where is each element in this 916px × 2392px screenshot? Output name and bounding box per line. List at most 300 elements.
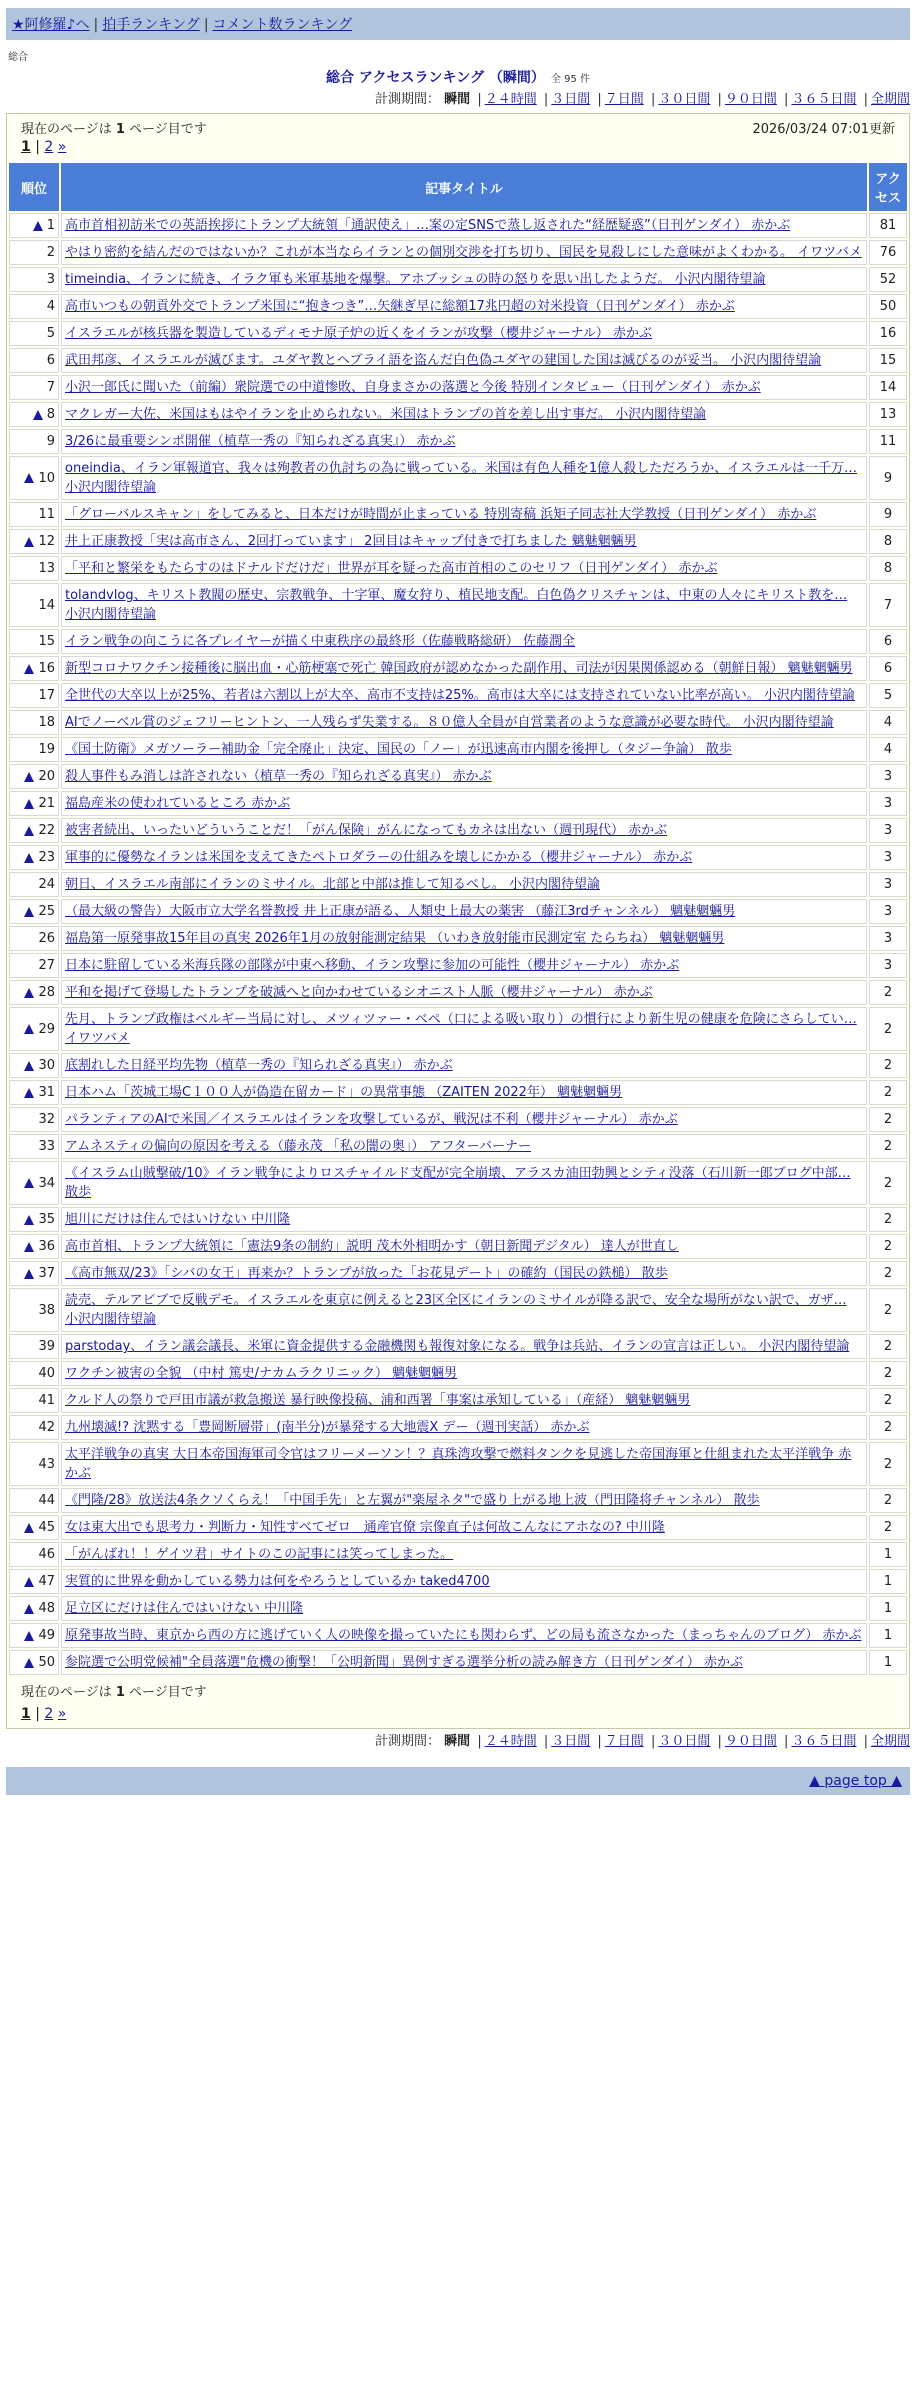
article-link[interactable]: timeindia、イランに続き、イラク軍も米軍基地を爆撃。アホブッシュの時の怒りを思い出したようだ。 小沢内閣待望論	[65, 272, 766, 287]
pager-next[interactable]: »	[57, 139, 67, 155]
period-365d[interactable]: ３６５日間	[791, 1734, 857, 1749]
table-row	[9, 267, 907, 292]
table-row	[9, 683, 907, 708]
access-count: 4	[869, 710, 907, 735]
rank-number: 4	[46, 299, 55, 314]
pager-page-2[interactable]: 2	[44, 1706, 54, 1722]
article-link[interactable]: 女は東大出でも思考力・判断力・知性すべてゼロ＿通産官僚 宗像直子は何故こんなにアホなの? 中川隆	[65, 1520, 665, 1535]
title-cell	[61, 1388, 867, 1413]
access-count: 2	[869, 1107, 907, 1132]
article-link[interactable]: 井上正康教授「実は高市さん、2回打っています」 2回目はキャップ付きで打ちました 魑魅魍魎男	[65, 534, 637, 549]
table-row	[9, 926, 907, 951]
rank-cell	[9, 1515, 59, 1540]
title-cell	[61, 348, 867, 373]
header-access: アクセス	[869, 163, 907, 211]
article-link[interactable]: 「グローバルスキャン」をしてみると、日本だけが時間が止まっている 特別寄稿 浜矩子同志社大学教授（日刊ゲンダイ） 赤かぶ	[65, 507, 817, 522]
rank-number: 34	[38, 1175, 55, 1191]
rank-cell	[9, 1288, 59, 1332]
rank-number: 41	[38, 1393, 55, 1408]
access-count: 5	[869, 683, 907, 708]
rank-cell	[9, 899, 59, 924]
title-cell	[61, 1596, 867, 1621]
article-link[interactable]: 全世代の大卒以上が25%、若者は六割以上が大卒、高市不支持は25%。高市は大卒には支持されていない比率が高い。 小沢内閣待望論	[65, 688, 855, 703]
table-row	[9, 375, 907, 400]
article-link[interactable]: 先月、トランプ政権はベルギー当局に対し、メツィツァー・ベペ（口による吸い取り）の慣行により新生児の健康を危険にさらしてい… イワツバメ	[65, 1012, 857, 1046]
rank-number: 48	[38, 1601, 55, 1616]
up-arrow-icon	[24, 664, 34, 674]
article-link[interactable]: （最大級の警告）大阪市立大学名誉教授 井上正康が語る、人類史上最大の薬害 （藤江3rdチャンネル） 魑魅魍魎男	[65, 904, 736, 919]
title-cell	[61, 529, 867, 554]
title-cell	[61, 456, 867, 500]
table-row	[9, 764, 907, 789]
comment-ranking-link[interactable]: コメント数ランキング	[212, 17, 353, 33]
table-row	[9, 429, 907, 454]
rank-number: 12	[38, 534, 55, 549]
table-row	[9, 502, 907, 527]
title-cell	[61, 899, 867, 924]
up-arrow-icon	[24, 907, 34, 917]
title-cell	[61, 1542, 867, 1567]
rank-cell	[9, 980, 59, 1005]
article-link[interactable]: イラン戦争の向こうに各プレイヤーが描く中東秩序の最終形（佐藤戦略総研） 佐藤潤全	[65, 634, 575, 649]
rank-number: 36	[38, 1239, 55, 1254]
title-cell	[61, 1261, 867, 1286]
rank-cell	[9, 953, 59, 978]
title-cell	[61, 1442, 867, 1486]
page-top-link[interactable]: ▲ page top ▲	[809, 1773, 902, 1789]
access-count: 3	[869, 953, 907, 978]
period-90d[interactable]: ９０日間	[724, 1734, 777, 1749]
rank-cell	[9, 683, 59, 708]
title-cell	[61, 1569, 867, 1594]
rank-cell	[9, 429, 59, 454]
rank-number: 45	[38, 1520, 55, 1535]
rank-number: 20	[38, 769, 55, 784]
period-selector-bottom: 計測期間： 瞬間 | ２４時間 | ３日間 | ７日間 | ３０日間 | ９０日間 | ３６５日間 | 全期間	[375, 1734, 910, 1749]
up-arrow-icon	[24, 1178, 34, 1188]
access-count: 3	[869, 926, 907, 951]
access-count: 3	[869, 845, 907, 870]
article-link[interactable]: tolandvlog、キリスト教閥の歴史、宗教戦争、十字軍、魔女狩り、植民地支配。白色偽クリスチャンは、中東の人々にキリスト教を… 小沢内閣待望論	[65, 588, 848, 622]
article-link[interactable]: 高市いつもの朝貢外交でトランプ米国に“抱きつき”…矢継ぎ早に総額17兆円超の対米投資（日刊ゲンダイ） 赤かぶ	[65, 299, 735, 314]
access-count: 9	[869, 502, 907, 527]
category-label: 総合	[8, 52, 28, 63]
rank-number: 11	[38, 507, 55, 522]
title-cell	[61, 953, 867, 978]
period-label: 計測期間：	[375, 92, 441, 107]
access-count: 13	[869, 402, 907, 427]
up-arrow-icon	[24, 1658, 34, 1668]
table-row	[9, 1234, 907, 1259]
table-row	[9, 1261, 907, 1286]
title-cell	[61, 1288, 867, 1332]
rank-cell	[9, 1569, 59, 1594]
table-row	[9, 1596, 907, 1621]
title-cell	[61, 1334, 867, 1359]
up-arrow-icon	[24, 473, 34, 483]
article-link[interactable]: 小沢一郎氏に聞いた（前編）衆院選での中道惨敗、自身まさかの落選と今後 特別インタビュー（日刊ゲンダイ） 赤かぶ	[65, 380, 761, 395]
article-link[interactable]: 読売、テルアビブで反戦デモ。イスラエルを東京に例えると23区全区にイランのミサイルが降る訳で、安全な場所がない訳で、ガザ… 小沢内閣待望論	[65, 1293, 847, 1327]
access-count: 8	[869, 529, 907, 554]
rank-number: 28	[38, 985, 55, 1000]
rank-cell	[9, 1234, 59, 1259]
article-link[interactable]: 平和を掲げて登場したトランプを破滅へと向かわせているシオニスト人脈（櫻井ジャーナル） 赤かぶ	[65, 985, 653, 1000]
title-cell	[61, 710, 867, 735]
rank-cell	[9, 629, 59, 654]
title-cell	[61, 1650, 867, 1675]
article-link[interactable]: パランティアのAIで米国／イスラエルはイランを攻撃しているが、戦況は不利（櫻井ジャーナル） 赤かぶ	[65, 1112, 678, 1127]
rank-number: 33	[38, 1139, 55, 1154]
period-current: 瞬間	[444, 1734, 471, 1749]
access-count: 2	[869, 1207, 907, 1232]
table-row	[9, 1288, 907, 1332]
article-link[interactable]: 《国土防衛》メガソーラー補助金「完全廃止」決定、国民の「ノー」が迅速高市内閣を後押し（タジー争論） 散歩	[65, 742, 732, 757]
up-arrow-icon	[24, 1269, 34, 1279]
rank-cell	[9, 1161, 59, 1205]
title-cell	[61, 1080, 867, 1105]
period-30d[interactable]: ３０日間	[658, 92, 711, 107]
access-count: 81	[869, 213, 907, 238]
article-link[interactable]: 「がんばれ！！ゲイツ君」サイトのこの記事には笑ってしまった。	[65, 1547, 454, 1562]
table-row	[9, 1107, 907, 1132]
title-cell	[61, 1161, 867, 1205]
up-arrow-icon	[24, 1215, 34, 1225]
page-top-bar	[6, 1767, 910, 1795]
table-row	[9, 899, 907, 924]
title-cell	[61, 1134, 867, 1159]
access-count: 2	[869, 1334, 907, 1359]
access-count: 2	[869, 1007, 907, 1051]
article-link[interactable]: 《門隆/28》放送法4条クソくらえ！「中国手先」と左翼が"楽屋ネタ"で盛り上がる地上波（門田隆将チャンネル） 散歩	[65, 1493, 760, 1508]
rank-number: 18	[38, 715, 55, 730]
page-info-pre: 現在のページは	[21, 1685, 116, 1700]
article-link[interactable]: 新型コロナワクチン接種後に脳出血・心筋梗塞で死亡 韓国政府が認めなかった副作用、司法が因果関係認める（朝鮮日報） 魑魅魍魎男	[65, 661, 853, 676]
article-link[interactable]: 殺人事件もみ消しは許されない（植草一秀の『知られざる真実』） 赤かぶ	[65, 769, 492, 784]
pager-bottom: 1 | 2 »	[21, 1706, 67, 1722]
rank-cell	[9, 845, 59, 870]
table-row	[9, 980, 907, 1005]
article-link[interactable]: 3/26に最重要シンポ開催（植草一秀の『知られざる真実』） 赤かぶ	[65, 434, 456, 449]
table-row	[9, 656, 907, 681]
period-90d[interactable]: ９０日間	[724, 92, 777, 107]
article-link[interactable]: 武田邦彦、イスラエルが滅びます。ユダヤ教とヘブライ語を盗んだ白色偽ユダヤの建国した国は滅びるのが妥当。 小沢内閣待望論	[65, 353, 822, 368]
rank-number: 13	[38, 561, 55, 576]
updated-timestamp: 2026/03/24 07:01更新	[752, 122, 895, 137]
rank-number: 25	[38, 904, 55, 919]
rank-cell	[9, 267, 59, 292]
rank-cell	[9, 1361, 59, 1386]
period-7d[interactable]: ７日間	[604, 92, 644, 107]
title-cell	[61, 1515, 867, 1540]
rank-number: 16	[38, 661, 55, 676]
rank-cell	[9, 1007, 59, 1051]
title-cell	[61, 556, 867, 581]
access-count: 2	[869, 1288, 907, 1332]
rank-number: 23	[38, 850, 55, 865]
page-info-bottom	[7, 1677, 909, 1702]
article-link[interactable]: クルド人の祭りで戸田市議が救急搬送 暴行映像投稿、浦和西署「事案は承知している」（産経） 魑魅魍魎男	[65, 1393, 691, 1408]
rank-number: 43	[38, 1456, 55, 1472]
table-row	[9, 529, 907, 554]
rank-number: 27	[38, 958, 55, 973]
access-count: 4	[869, 737, 907, 762]
rank-cell	[9, 1053, 59, 1078]
access-count: 2	[869, 1134, 907, 1159]
table-row	[9, 1650, 907, 1675]
article-link[interactable]: 実質的に世界を動かしている勢力は何をやろうとしているか taked4700	[65, 1574, 490, 1589]
access-count: 14	[869, 375, 907, 400]
title-cell	[61, 213, 867, 238]
rank-number: 35	[38, 1212, 55, 1227]
article-link[interactable]: 軍事的に優勢なイランは米国を支えてきたペトロダラーの仕組みを壊しにかかる（櫻井ジャーナル） 赤かぶ	[65, 850, 693, 865]
rank-cell	[9, 1261, 59, 1286]
table-row	[9, 737, 907, 762]
article-link[interactable]: アムネスティの偏向の原因を考える（藤永茂 「私の闇の奥」） アフターバーナー	[65, 1139, 531, 1154]
table-row	[9, 456, 907, 500]
access-count: 8	[869, 556, 907, 581]
rank-cell	[9, 764, 59, 789]
access-count: 6	[869, 656, 907, 681]
total-count: 全 95 件	[550, 74, 590, 85]
period-all[interactable]: 全期間	[870, 92, 910, 107]
rank-number: 29	[38, 1021, 55, 1037]
access-count: 1	[869, 1542, 907, 1567]
title-cell	[61, 1234, 867, 1259]
page-info-pre: 現在のページは	[21, 122, 116, 137]
access-count: 76	[869, 240, 907, 265]
rank-cell	[9, 1134, 59, 1159]
table-row	[9, 1334, 907, 1359]
title-cell	[61, 502, 867, 527]
title-cell	[61, 737, 867, 762]
period-30d[interactable]: ３０日間	[658, 1734, 711, 1749]
table-row	[9, 710, 907, 735]
top-nav	[6, 8, 910, 40]
rank-cell	[9, 1415, 59, 1440]
home-link[interactable]: ★阿修羅♪へ	[12, 17, 90, 33]
table-row	[9, 1488, 907, 1513]
rank-number: 38	[38, 1302, 55, 1318]
title-cell	[61, 375, 867, 400]
period-365d[interactable]: ３６５日間	[791, 92, 857, 107]
access-count: 11	[869, 429, 907, 454]
rank-number: 42	[38, 1420, 55, 1435]
title-cell	[61, 764, 867, 789]
table-row	[9, 1388, 907, 1413]
up-arrow-icon	[24, 1242, 34, 1252]
article-link[interactable]: 高市首相、トランプ大統領に「憲法9条の制約」説明 茂木外相明かす（朝日新聞デジタル） 達人が世直し	[65, 1239, 679, 1254]
clap-ranking-link[interactable]: 拍手ランキング	[102, 17, 200, 33]
rank-cell	[9, 375, 59, 400]
article-link[interactable]: 福島産米の使われているところ 赤かぶ	[65, 796, 291, 811]
period-all[interactable]: 全期間	[870, 1734, 910, 1749]
period-3d[interactable]: ３日間	[551, 1734, 591, 1749]
rank-cell	[9, 456, 59, 500]
access-count: 3	[869, 872, 907, 897]
table-row	[9, 1161, 907, 1205]
rank-cell	[9, 502, 59, 527]
article-link[interactable]: 日本に駐留している米海兵隊の部隊が中東へ移動、イラン攻撃に参加の可能性（櫻井ジャーナル） 赤かぶ	[65, 958, 680, 973]
access-count: 15	[869, 348, 907, 373]
table-row	[9, 1415, 907, 1440]
rank-cell	[9, 791, 59, 816]
table-row	[9, 1053, 907, 1078]
period-7d[interactable]: ７日間	[604, 1734, 644, 1749]
access-count: 2	[869, 1053, 907, 1078]
ranking-table	[7, 161, 909, 1677]
header-title: 記事タイトル	[61, 163, 867, 211]
nav-separator: |	[203, 17, 209, 33]
page-info-number: 1	[115, 122, 125, 137]
article-link[interactable]: AIでノーベル賞のジェフリーヒントン、一人残らず失業する。８０億人全員が自営業者のような意識が必要な時代。 小沢内閣待望論	[65, 715, 834, 730]
title-cell	[61, 429, 867, 454]
title-cell	[61, 583, 867, 627]
title-cell	[61, 683, 867, 708]
up-arrow-icon	[24, 772, 34, 782]
table-row	[9, 1569, 907, 1594]
rank-number: 1	[46, 218, 55, 233]
page-title	[6, 67, 910, 87]
article-link[interactable]: 《イスラム山賊撃破/10》イラン戦争によりロスチャイルド支配が完全崩壊、アラスカ油田勃興とシティ没落（石川新一郎ブログ中部… 散歩	[65, 1166, 851, 1200]
article-link[interactable]: 高市首相初訪米での英語挨拶にトランプ大統領「通訳使え」…案の定SNSで蒸し返された“経歴疑惑”（日刊ゲンダイ） 赤かぶ	[65, 218, 791, 233]
rank-number: 26	[38, 931, 55, 946]
title-cell	[61, 926, 867, 951]
rank-cell	[9, 1623, 59, 1648]
up-arrow-icon	[24, 1088, 34, 1098]
article-link[interactable]: 旭川にだけは住んではいけない 中川隆	[65, 1212, 291, 1227]
table-row	[9, 1515, 907, 1540]
rank-number: 39	[38, 1339, 55, 1354]
access-count: 2	[869, 1415, 907, 1440]
access-count: 2	[869, 1515, 907, 1540]
up-arrow-icon	[24, 1631, 34, 1641]
up-arrow-icon	[24, 537, 34, 547]
up-arrow-icon	[24, 988, 34, 998]
pager-current: 1	[21, 139, 31, 155]
access-count: 3	[869, 818, 907, 843]
article-link[interactable]: parstoday、イラン議会議長、米軍に資金提供する金融機関も報復対象になる。戦争は兵站、イランの宣言は正しい。 小沢内閣待望論	[65, 1339, 850, 1354]
access-count: 16	[869, 321, 907, 346]
article-link[interactable]: 足立区にだけは住んではいけない 中川隆	[65, 1601, 304, 1616]
article-link[interactable]: oneindia、イラン軍報道官、我々は殉教者の仇討ちの為に戦っている。米国は有色人種を1億人殺しただろうか、イスラエルは一千万… 小沢内閣待望論	[65, 461, 858, 495]
title-cell	[61, 321, 867, 346]
access-count: 2	[869, 1080, 907, 1105]
table-row	[9, 583, 907, 627]
title-cell	[61, 791, 867, 816]
rank-number: 21	[38, 796, 55, 811]
access-count: 1	[869, 1596, 907, 1621]
article-link[interactable]: 底割れした日経平均先物（植草一秀の『知られざる真実』） 赤かぶ	[65, 1058, 453, 1073]
rank-number: 46	[38, 1547, 55, 1562]
article-link[interactable]: 被害者続出、いったいどういうことだ！「がん保険」がんになってもカネは出ない（週刊現代） 赤かぶ	[65, 823, 668, 838]
rank-number: 5	[46, 326, 55, 341]
rank-number: 24	[38, 877, 55, 892]
up-arrow-icon	[24, 1061, 34, 1071]
period-3d[interactable]: ３日間	[551, 92, 591, 107]
rank-number: 3	[46, 272, 55, 287]
article-link[interactable]: 原発事故当時、東京から西の方に逃げていく人の映像を撮っていたにも関わらず、どの局も流さなかった（まっちゃんのブログ） 赤かぶ	[65, 1628, 862, 1643]
access-count: 3	[869, 764, 907, 789]
article-link[interactable]: 朝日、イスラエル南部にイランのミサイル。北部と中部は推して知るべし。 小沢内閣待望論	[65, 877, 601, 892]
table-row	[9, 1207, 907, 1232]
rank-number: 15	[38, 634, 55, 649]
title-cell	[61, 1415, 867, 1440]
access-count: 2	[869, 1388, 907, 1413]
rank-cell	[9, 818, 59, 843]
article-link[interactable]: 日本ハム「茨城工場C１００人が偽造在留カード」の異常事態 （ZAITEN 2022年） 魑魅魍魎男	[65, 1085, 623, 1100]
article-link[interactable]: 太平洋戦争の真実 大日本帝国海軍司令官はフリーメーソン！？真珠湾攻撃で燃料タンクを見逃した帝国海軍と仕組まれた太平洋戦争 赤かぶ	[65, 1447, 852, 1481]
period-selector-top: 計測期間： 瞬間 | ２４時間 | ３日間 | ７日間 | ３０日間 | ９０日間 | ３６５日間 | 全期間	[375, 92, 910, 107]
title-cell	[61, 1207, 867, 1232]
rank-cell	[9, 1080, 59, 1105]
table-row	[9, 402, 907, 427]
table-row	[9, 1623, 907, 1648]
period-24h[interactable]: ２４時間	[484, 1734, 537, 1749]
table-row	[9, 1361, 907, 1386]
pager-page-2[interactable]: 2	[44, 139, 54, 155]
article-link[interactable]: 「平和と繁栄をもたらすのはドナルドだけだ」世界が耳を疑った高市首相のこのセリフ（日刊ゲンダイ） 赤かぶ	[65, 561, 718, 576]
period-current: 瞬間	[444, 92, 471, 107]
rank-number: 6	[46, 353, 55, 368]
up-arrow-icon	[24, 826, 34, 836]
table-row	[9, 872, 907, 897]
rank-number: 9	[46, 434, 55, 449]
article-link[interactable]: 参院選で公明党候補"全員落選"危機の衝撃！「公明新聞」異例すぎる選挙分析の読み解き方（日刊ゲンダイ） 赤かぶ	[65, 1655, 744, 1670]
page-info-number: 1	[115, 1685, 125, 1700]
article-link[interactable]: ワクチン被害の全貌 （中村 篤史/ナカムラクリニック） 魑魅魍魎男	[65, 1366, 458, 1381]
access-count: 2	[869, 1442, 907, 1486]
up-arrow-icon	[24, 1024, 34, 1034]
article-link[interactable]: やはり密約を結んだのではないか？これが本当ならイランとの個別交渉を打ち切り、国民を見殺しにした意味がよくわかる。 イワツバメ	[65, 245, 862, 260]
rank-cell	[9, 710, 59, 735]
rank-number: 8	[46, 407, 55, 422]
article-link[interactable]: イスラエルが核兵器を製造しているディモナ原子炉の近くをイランが攻撃（櫻井ジャーナル） 赤かぶ	[65, 326, 653, 341]
table-row	[9, 294, 907, 319]
rank-cell	[9, 737, 59, 762]
period-label: 計測期間：	[375, 1734, 441, 1749]
access-count: 2	[869, 1361, 907, 1386]
up-arrow-icon	[24, 1604, 34, 1614]
ranking-box	[6, 113, 910, 1729]
access-count: 3	[869, 791, 907, 816]
page-info-post: ページ目です	[124, 1685, 207, 1700]
pager-next[interactable]: »	[57, 1706, 67, 1722]
title-cell	[61, 872, 867, 897]
table-row	[9, 1080, 907, 1105]
table-row	[9, 953, 907, 978]
pager-top: 1 | 2 »	[21, 139, 67, 155]
access-count: 2	[869, 1234, 907, 1259]
title-cell	[61, 294, 867, 319]
article-link[interactable]: 福島第一原発事故15年目の真実 2026年1月の放射能測定結果 （いわき放射能市民測定室 たらちね） 魑魅魍魎男	[65, 931, 725, 946]
table-row	[9, 1442, 907, 1486]
table-row	[9, 1542, 907, 1567]
table-row	[9, 348, 907, 373]
table-row	[9, 213, 907, 238]
table-row	[9, 845, 907, 870]
article-link[interactable]: 九州壊滅!? 沈黙する「豊岡断層帯」(南半分)が暴発する大地震X デー（週刊実話） 赤かぶ	[65, 1420, 590, 1435]
title-cell	[61, 1007, 867, 1051]
header-rank: 順位	[9, 163, 59, 211]
title-cell	[61, 980, 867, 1005]
rank-number: 47	[38, 1574, 55, 1589]
table-row	[9, 791, 907, 816]
period-24h[interactable]: ２４時間	[484, 92, 537, 107]
rank-cell	[9, 1650, 59, 1675]
article-link[interactable]: 《高市無双/23》「シバの女王」再来か？トランプが放った「お花見デート」の確約（国民の鉄槌） 散歩	[65, 1266, 668, 1281]
article-link[interactable]: マクレガー大佐、米国はもはやイランを止められない。米国はトランプの首を差し出す事だ。 小沢内閣待望論	[65, 407, 707, 422]
table-row	[9, 1007, 907, 1051]
